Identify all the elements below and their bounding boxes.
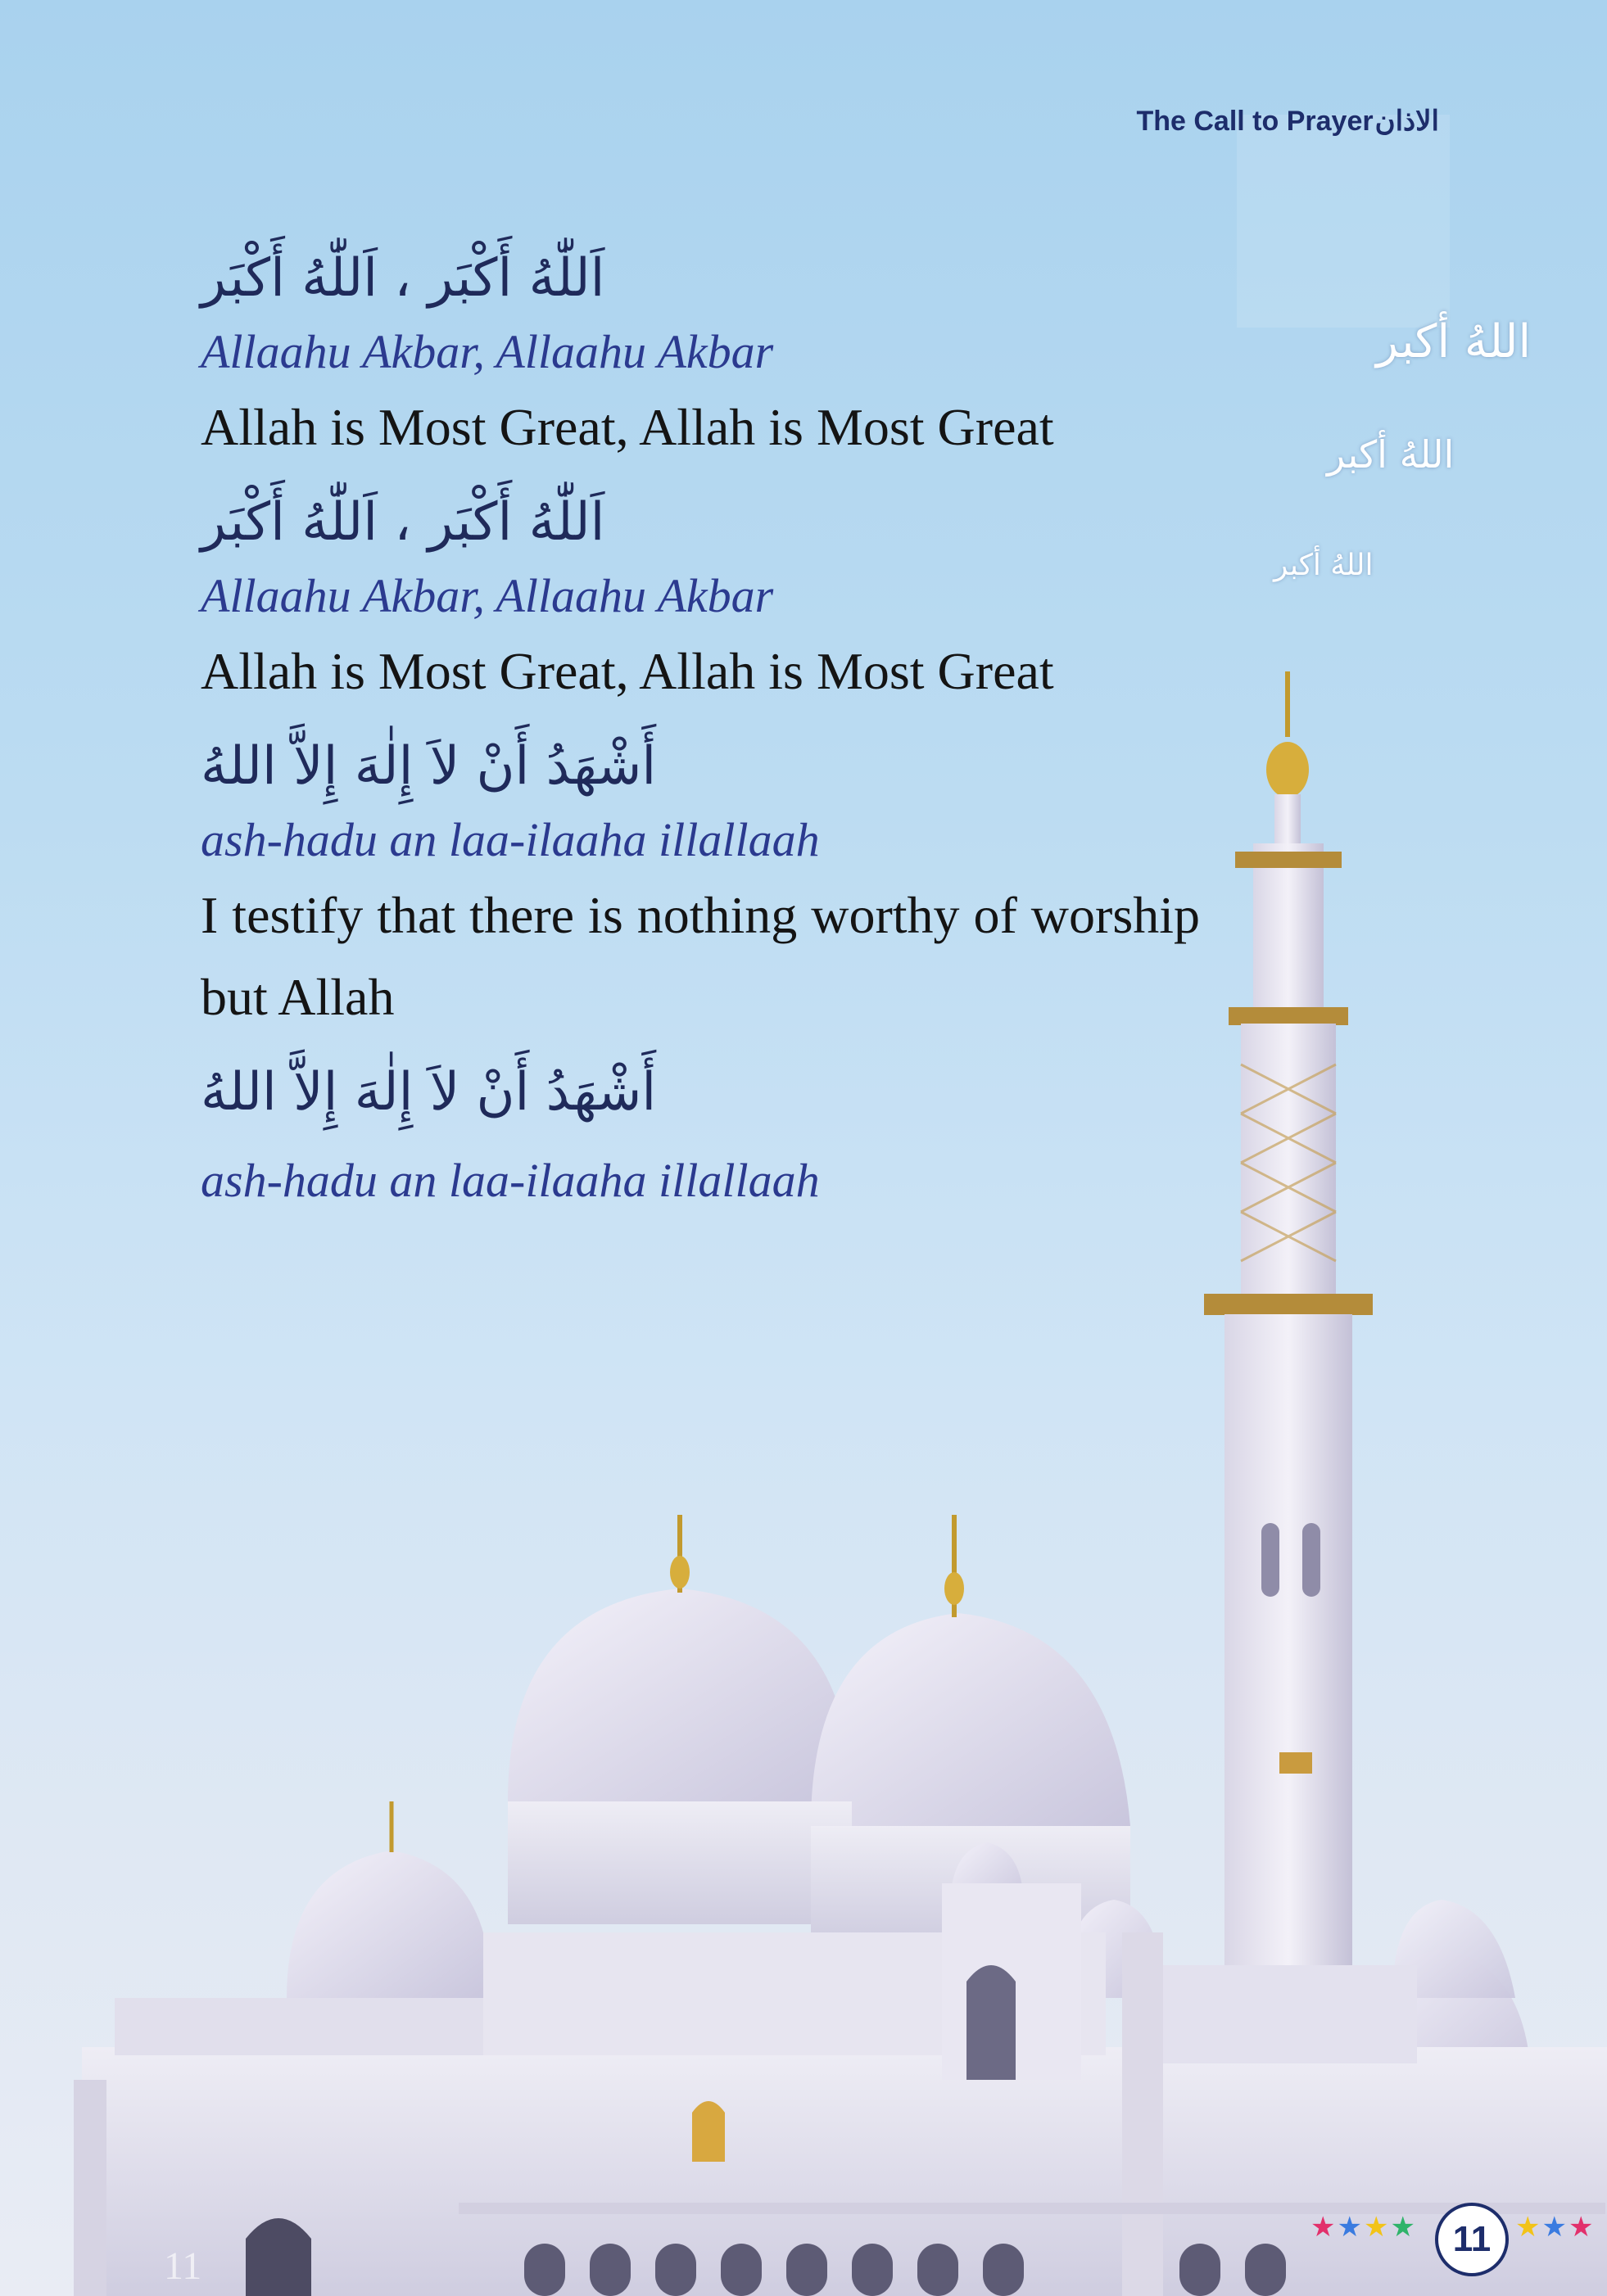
header-title-arabic: الاذان [1374, 106, 1439, 137]
verse-1-english: Allah is Most Great, Allah is Most Great [201, 398, 1054, 456]
verse-3-arabic: أَشْهَدُ أَنْ لاَ إِلٰهَ إِلاَّ اللهُ [201, 736, 657, 797]
main-domes [508, 1515, 1130, 1941]
corner-page-number: 11 [164, 2244, 202, 2288]
star-icon: ★★★★ [1310, 2211, 1417, 2244]
page-header-title [1136, 105, 1439, 138]
verse-1-arabic: اَللّٰهُ أَكْبَر ، اَللّٰهُ أَكْبَر [201, 248, 605, 309]
verse-3-english: I testify that there is nothing worthy of worship but Allah [201, 886, 1200, 1026]
header-title-english: The Call to Prayer [1136, 106, 1374, 137]
verse-2-transliteration: Allaahu Akbar, Allaahu Akbar [201, 569, 774, 622]
verse-3-transliteration: ash-hadu an laa-ilaaha illallaah [201, 813, 820, 866]
decorative-calligraphy-1: اللهُ أكبر [1376, 315, 1531, 368]
verse-1-transliteration: Allaahu Akbar, Allaahu Akbar [201, 325, 774, 378]
page-number-badge: 11 [1435, 2203, 1509, 2276]
adhan-text-block [201, 239, 1216, 1215]
star-icon: ★★★ [1515, 2211, 1596, 2244]
decorative-calligraphy-3: اللهُ أكبر [1274, 549, 1374, 582]
verse-2-arabic: اَللّٰهُ أَكْبَر ، اَللّٰهُ أَكْبَر [201, 492, 605, 553]
verse-4-arabic: أَشْهَدُ أَنْ لاَ إِلٰهَ إِلاَّ اللهُ [201, 1062, 657, 1123]
verse-2-english: Allah is Most Great, Allah is Most Great [201, 642, 1054, 700]
verse-4-transliteration: ash-hadu an laa-ilaaha illallaah [201, 1154, 820, 1207]
decorative-calligraphy-2: اللهُ أكبر [1327, 432, 1455, 477]
